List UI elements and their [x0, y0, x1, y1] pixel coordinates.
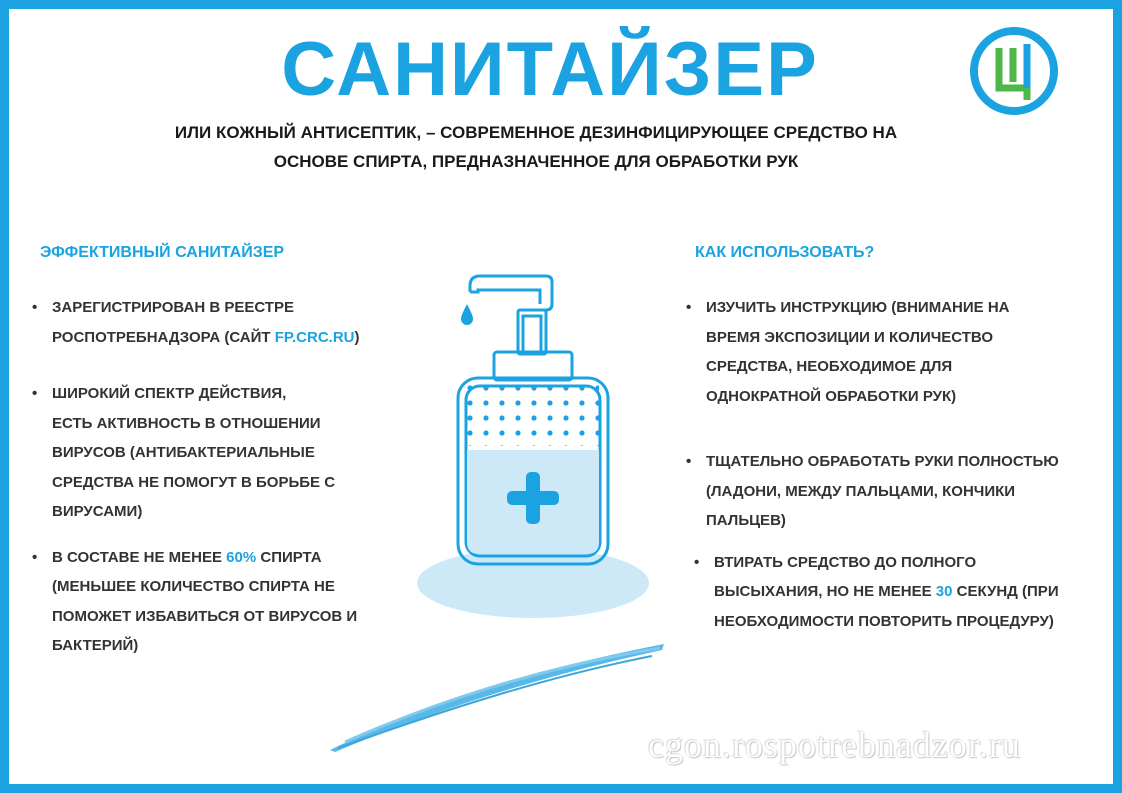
watermark: cgon.rospotrebnadzor.ru: [648, 725, 1021, 765]
bullet: •: [686, 453, 692, 470]
brush-stroke: [330, 644, 664, 752]
section-title-how-to-use: КАК ИСПОЛЬЗОВАТЬ?: [695, 244, 875, 261]
drop-icon: [461, 304, 473, 325]
bottle-shadow: [417, 548, 649, 618]
subtitle-line-1: ИЛИ КОЖНЫЙ АНТИСЕПТИК, – СОВРЕМЕННОЕ ДЕЗИНФИЦИРУЮЩЕЕ СРЕДСТВО НА: [174, 123, 898, 142]
section-title-effective: ЭФФЕКТИВНЫЙ САНИТАЙЗЕР: [40, 244, 285, 261]
list-item: • ЗАРЕГИСТРИРОВАН В РЕЕСТРЕ РОСПОТРЕБНАДЗОРА (САЙТ FP.CRC.RU): [32, 293, 392, 352]
bottle-dots: [467, 384, 599, 446]
site-link[interactable]: FP.CRC.RU: [274, 328, 355, 346]
subtitle-line-2: ОСНОВЕ СПИРТА, ПРЕДНАЗНАЧЕННОЕ ДЛЯ ОБРАБОТКИ РУК: [273, 152, 799, 171]
bullet: •: [694, 553, 700, 571]
list-item: • В СОСТАВЕ НЕ МЕНЕЕ 60% СПИРТА (МЕНЬШЕЕ КОЛИЧЕСТВО СПИРТА НЕ ПОМОЖЕТ ИЗБАВИТЬСЯ ОТ ВИРУСОВ И БАКТЕРИЙ): [32, 543, 392, 661]
list-item: • ВТИРАТЬ СРЕДСТВО ДО ПОЛНОГО ВЫСЫХАНИЯ, НО НЕ МЕНЕЕ 30 СЕКУНД (ПРИ НЕОБХОДИМОСТИ ПОВТОРИТЬ ПРОЦЕДУРУ): [694, 548, 1106, 637]
list-item: • ИЗУЧИТЬ ИНСТРУКЦИЮ (ВНИМАНИЕ НА ВРЕМЯ ЭКСПОЗИЦИИ И КОЛИЧЕСТВО СРЕДСТВА, НЕОБХОДИМОЕ ДЛЯ ОДНОКРАТНОЙ ОБРАБОТКИ РУК): [686, 293, 1106, 411]
bullet: •: [32, 385, 38, 402]
bullet: •: [32, 299, 38, 316]
page-title: САНИТАЙЗЕР: [281, 27, 819, 112]
bullet: •: [686, 299, 692, 316]
list-item: • ШИРОКИЙ СПЕКТР ДЕЙСТВИЯ, ЕСТЬ АКТИВНОСТЬ В ОТНОШЕНИИ ВИРУСОВ (АНТИБАКТЕРИАЛЬНЫЕ СРЕДСТВА НЕ ПОМОГУТ В БОРЬБЕ С ВИРУСАМИ): [32, 379, 392, 527]
bullet: •: [32, 548, 38, 566]
list-item: • ТЩАТЕЛЬНО ОБРАБОТАТЬ РУКИ ПОЛНОСТЬЮ (ЛАДОНИ, МЕЖДУ ПАЛЬЦАМИ, КОНЧИКИ ПАЛЬЦЕВ): [686, 447, 1106, 536]
